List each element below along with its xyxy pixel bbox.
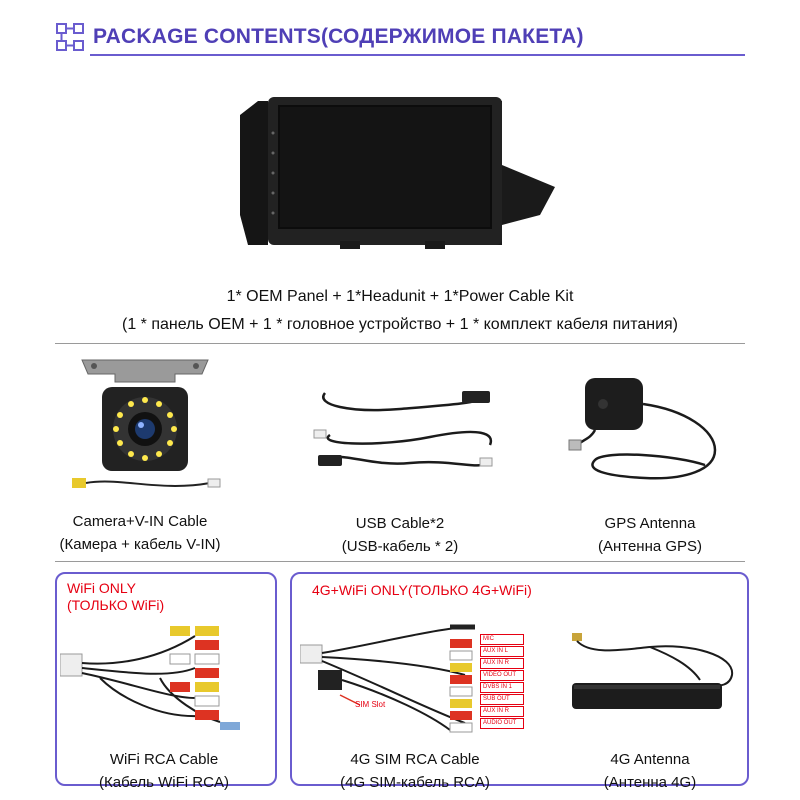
wifi-only-tag	[67, 580, 164, 614]
page-title: PACKAGE CONTENTS(СОДЕРЖИМОЕ ПАКЕТА)	[93, 25, 584, 48]
cable-label-list	[480, 634, 524, 730]
g4-sim-rca-line1: 4G SIM RCA Cable	[350, 751, 480, 768]
divider-1	[55, 343, 745, 344]
gps-antenna-image	[565, 370, 745, 495]
camera-line1: Camera+V-IN Cable	[72, 513, 208, 530]
main-item-line2: (1 * панель OEM + 1 * головное устройство + 1 * комплект кабеля питания)	[121, 316, 678, 333]
cable-label: VIDEO OUT	[480, 670, 524, 681]
head-unit-image	[240, 95, 560, 255]
g4-antenna-caption	[555, 748, 745, 794]
gps-line1: GPS Antenna	[604, 515, 696, 532]
main-item-caption	[0, 283, 800, 339]
cable-label: SUB OUT	[480, 694, 524, 705]
wifi-rca-line2: (Кабель WiFi RCA)	[99, 774, 229, 791]
wifi-only-line1: WiFi ONLY	[67, 580, 136, 596]
divider-2	[55, 561, 745, 562]
gps-caption	[555, 512, 745, 558]
usb-cable-image	[310, 375, 500, 490]
g4-antenna-line2: (Антенна 4G)	[603, 774, 697, 791]
cable-label: AUX IN L	[480, 646, 524, 657]
g4-sim-rca-line2: (4G SIM-кабель RCA)	[340, 774, 490, 791]
wifi-only-line2: (ТОЛЬКО WiFi)	[67, 597, 165, 613]
cable-label: MIC	[480, 634, 524, 645]
header-rule	[90, 54, 745, 56]
usb-caption	[300, 512, 500, 558]
wifi-rca-cable-image	[60, 618, 250, 738]
main-item-line1: 1* OEM Panel + 1*Headunit + 1*Power Cable Kit	[226, 288, 574, 305]
cable-label: AUDIO OUT	[480, 718, 524, 729]
wifi-rca-caption	[55, 748, 273, 794]
g4-wifi-tag: 4G+WiFi ONLY(ТОЛЬКО 4G+WiFi)	[312, 582, 532, 598]
usb-line1: USB Cable*2	[355, 515, 445, 532]
wifi-rca-line1: WiFi RCA Cable	[109, 751, 219, 768]
grid-network-icon	[55, 22, 85, 52]
gps-line2: (Антенна GPS)	[597, 538, 703, 555]
camera-image	[60, 352, 230, 502]
g4-antenna-image	[560, 625, 740, 730]
header	[55, 22, 584, 52]
cable-label: AUX IN R	[480, 658, 524, 669]
cable-label: AUX IN R	[480, 706, 524, 717]
usb-line2: (USB-кабель * 2)	[341, 538, 459, 555]
g4-antenna-line1: 4G Antenna	[610, 751, 690, 768]
camera-line2: (Камера + кабель V-IN)	[59, 536, 221, 553]
sim-slot-label: SIM Slot	[355, 700, 386, 709]
g4-sim-rca-caption	[300, 748, 530, 794]
camera-caption	[30, 510, 250, 556]
cable-label: DVBS IN 1	[480, 682, 524, 693]
